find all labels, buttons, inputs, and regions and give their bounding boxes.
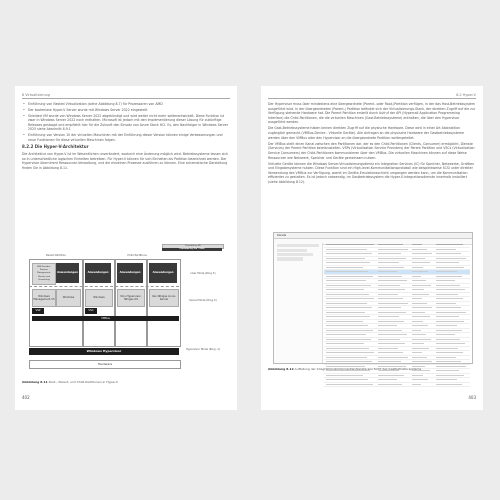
caption-text: Auflistung der Integrationskomponentendienste aus Sicht des Gastbetriebs-systems (294, 367, 422, 371)
child-apps-box-1: Anwendungen (85, 263, 111, 283)
legend-isv: Provided by ISV / OEM (162, 248, 222, 251)
figure-caption-right (268, 367, 476, 371)
parent-apps-box: Anwendungen (56, 263, 79, 283)
hypervisor-bar: Windows Hypervisor (29, 348, 179, 355)
bullet-item: • Der kostenlose Hyper-V Server wurde mit Windows Server 2022 eingestellt (22, 108, 230, 113)
windows-kernel-box: Windows (56, 289, 81, 307)
list-row[interactable] (324, 383, 470, 388)
running-head-right: 8.2 Hyper-V (456, 93, 476, 97)
running-head-left: 8 Virtualisierung (22, 93, 50, 97)
kernel-mode-label: Kernel Mode (Ring 0) (189, 299, 217, 302)
body-paragraph: Der Hypervisor muss über mindestens eine übergeordnete (Parent- oder Root-)Partition verfügen, in der das Host-Betriebssystem ausgeführt wird. In der übergeordneten (Parent-) Partition befindet sich der Virtualisierungs-Stack, der direkten Zugriff auf die zur Verfügung stehende Hardware hat. Die Parent Partition erstellt durch Aufruf der API (Hypercall Application Programming Interface) die Child-Partitionen, die die virtuellen Maschinen (Gast-Betriebssysteme) enthalten, die über den Hypervisor ausgeführt werden. (268, 102, 476, 125)
vmbus-bar: VMBus (32, 316, 179, 321)
screenshot-title: Dienste (274, 233, 472, 239)
caption-label: Abbildung 8.11 (22, 380, 48, 384)
user-mode-label: User Mode (Ring 3) (190, 272, 216, 275)
header-rule (22, 98, 230, 99)
left-page (15, 86, 237, 410)
services-screenshot (273, 232, 473, 364)
body-paragraph: Virtuelle Geräte können die Windows Server-Virtualisierungsdienst ein Integration Services (IC) für Speicher, Netzwerke, Grafiken und Eingabesysteme nutzen. Diese Funktion sind ein High-level-Kommunikationsprotokoll wie beispielsweise SCSI unter direkter Verwendung des VMBus zur Verfügung, womit im Geräte-Emulationsschicht umgangen werden kann, um die Kommunikation effizienter zu gestalten. Es ist jedoch notwendig, im Gastbetriebssystem die Hyper-V-Integrationsdienste innerhalb installiert (siehe Abbildung 8.12). (268, 161, 475, 184)
figure-caption-left (22, 380, 230, 384)
screenshot-service-list (324, 243, 470, 361)
right-page (261, 86, 483, 410)
child-os-box-1: Windows (85, 289, 113, 307)
bullet-item: • Einführung von Nested Virtualization (siehe Abbildung 8.7) für Prozessoren von AMD (22, 102, 230, 107)
child-os-box-3: Xen-fähiges Linux-Kernel (149, 289, 179, 307)
left-text-block (22, 102, 230, 172)
hypervisor-mode-label: Hypervisor Mode (Ring -1) (185, 348, 221, 351)
mode-separator (29, 286, 179, 287)
windows-management-box: Windows Management V5 (32, 289, 56, 307)
hardware-bar: Hardware (29, 360, 181, 369)
bullet-item: • Shielded VM wurde von Windows Server 2022 abgekündigt und wird weiter nicht mehr weiterentwickelt. Diese Funktion ist zwar in Windows Server 2022 noch enthalten. Microsoft ist jedoch mit den Implementierung dieser Lösung für zukünftige Releases gestoppt und empfiehlt hier für die Zukunft den Einsatz von Azure Stack HCI. Es, den Nachfolger in Windows Server 2025 siehe Abschnitt 8.9.1 (22, 114, 230, 132)
page-number-left: 402 (22, 395, 30, 400)
page-number-right: 403 (468, 395, 476, 400)
body-paragraph: Der VMBus stellt einen Kanal zwischen den Partitionen dar, der es den Child-Partitionen (Clients, Consumer) ermöglicht, Dienste (Services) der Parent Partition bereitzustellen. VSPs (Virtualization Service Providers) der Parent Partition und VSCs (Virtualization Service Consumers) der Child-Partitionen kommunizieren über den VMBus. Die virtuellen Maschinen können auf diese Weise Ressourcen wie Netzwerk, Speicher und Geräte gemeinsam nutzen. (268, 141, 475, 160)
section-heading: 8.2.2 Die Hyper-V-Architektur (22, 144, 89, 150)
vsp-box: VSP (32, 308, 44, 314)
header-rule (268, 98, 476, 99)
vsc-box: VSC (85, 308, 97, 314)
right-text-block (268, 102, 476, 186)
vm-management-box: WMI Provider, Prozess-Management, Dienste und Verwaltung (32, 263, 56, 285)
caption-text: Root-, Parent- und Child-Partitionen in Hyper-V (48, 380, 119, 384)
legend-ms: Provided by MS (162, 244, 224, 249)
body-paragraph: Die Architektur von Hyper-V ist im Wesentlichen unverändert, wodurch eine Änderung möglich wird. Betriebssysteme lassen sich so in unterschiedliche logischen Einheiten betreiben. Für Hyper-V können für sich Einheiten als Partition bezeichnet werden. Der Hypervisor übernimmt Ressourcen-Verwaltung, und die einzelnen Prozesse ausführen zu können. Eine schematische Darstellung finden Sie in Abbildung 8.11. (22, 151, 229, 170)
child-apps-box-2: Anwendungen (117, 263, 143, 283)
bullet-item: • Einführung von Version 10 der virtuellen Maschinen mit der Einführung dieser Version können einige Verbesserungen und neue Funktionen für diese virtuellen Maschinen folgen. (22, 133, 230, 142)
child-partitions-label: Child Partitions (127, 254, 147, 257)
child-apps-box-3: Anwendungen (149, 263, 177, 283)
body-paragraph: Die Gast-Betriebssysteme haben keinen direkten Zugriff auf die physische Hardware. Diese wird in einer Art Abstraktion zugänglich gemacht (VMBus-Device - Virtuelle Geräte). Alle Anfragen an die physische Hardware der Gastbetriebssysteme werden über den VMBus oder den Hypervisor an die übergeordnete Partition weitergeleitet. (268, 126, 464, 140)
parent-partition-label: Parent Partition (46, 254, 66, 257)
hyperv-architecture-diagram (27, 244, 227, 376)
screenshot-nav (274, 243, 323, 363)
child-os-box-2: Non-Hypervisor-fähiges OS (117, 289, 145, 307)
caption-label: Abbildung 8.12 (268, 367, 294, 371)
